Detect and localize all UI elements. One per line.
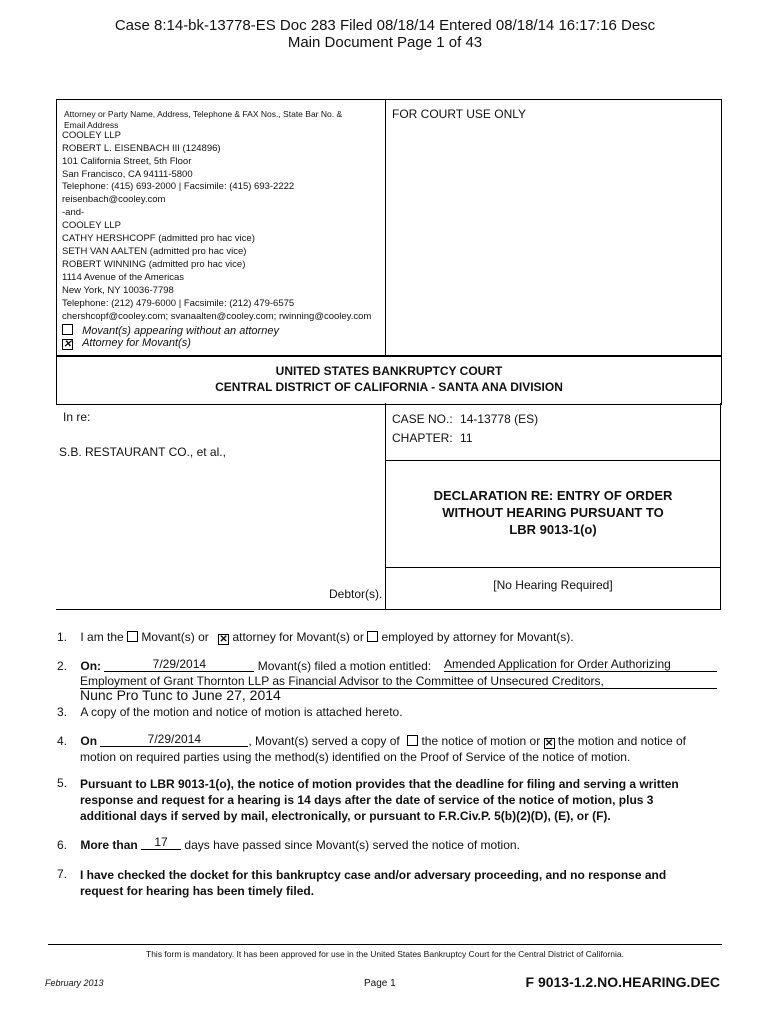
item-1-text: I am the	[80, 630, 124, 644]
motion-title-line3: Nunc Pro Tunc to June 27, 2014	[80, 687, 281, 703]
attorney-label-line1: Attorney or Party Name, Address, Telephone & FAX Nos., State Bar No. &	[64, 109, 343, 119]
item-5-line2: response and request for a hearing is 14 days after the date of service of the notice of motion, plus 3	[80, 793, 654, 807]
debtor-name: S.B. RESTAURANT CO., et al.,	[59, 445, 226, 459]
caption-divider	[385, 99, 386, 356]
notice-of-motion-checkbox[interactable]	[407, 735, 418, 746]
motion-title-line1: Amended Application for Order Authorizing	[444, 657, 717, 672]
item-number: 3.	[57, 705, 68, 719]
attorney-line: COOLEY LLP	[62, 129, 121, 141]
movant-option-label: Movant(s) or	[141, 630, 209, 644]
chapter-label: CHAPTER:	[392, 431, 453, 445]
movant-without-attorney-option[interactable]	[62, 324, 279, 337]
item-4-line2: motion on required parties using the method(s) identified on the Proof of Service of the notice of motion.	[80, 750, 631, 764]
footer-date: February 2013	[45, 978, 104, 988]
item-6	[57, 835, 520, 853]
attorney-line: 101 California Street, 5th Floor	[62, 155, 192, 167]
item-5-number: 5.	[57, 776, 68, 790]
attorney-line: ROBERT WINNING (admitted pro hac vice)	[62, 258, 246, 270]
item-number: 2.	[57, 659, 68, 673]
attorney-line: Telephone: (212) 479-6000 | Facsimile: (212) 479-6575	[62, 297, 295, 309]
court-name: UNITED STATES BANKRUPTCY COURT	[275, 364, 503, 378]
attorney-for-movant-checkbox-item1[interactable]: ✕	[219, 634, 228, 645]
item-2	[57, 659, 431, 674]
attorney-for-movant-option[interactable]	[62, 337, 191, 350]
court-district: CENTRAL DISTRICT OF CALIFORNIA - SANTA ANA DIVISION	[215, 380, 563, 394]
motion-and-notice-checkbox[interactable]: ✕	[544, 738, 554, 749]
item-4	[57, 734, 686, 749]
case-number-label: CASE NO.:	[392, 412, 453, 426]
attorney-line: New York, NY 10036-7798	[62, 284, 174, 296]
attorney-line: SETH VAN AALTEN (admitted pro hac vice)	[62, 245, 247, 257]
movant-without-attorney-checkbox[interactable]	[62, 324, 73, 335]
debtor-label: Debtor(s).	[329, 587, 383, 601]
employed-by-attorney-checkbox[interactable]	[367, 631, 378, 642]
days-count: 17	[141, 835, 181, 850]
item-1	[57, 630, 574, 645]
footer-form-number: F 9013-1.2.NO.HEARING.DEC	[525, 974, 720, 990]
item-3	[57, 705, 403, 719]
item-7-line1: I have checked the docket for this bankruptcy case and/or adversary proceeding, and no response and	[80, 868, 667, 882]
item-number: 6.	[57, 838, 68, 852]
footer-page: Page 1	[364, 978, 396, 989]
attorney-line: San Francisco, CA 94111-5800	[62, 168, 193, 180]
attorney-label-line2: Email Address	[64, 119, 119, 130]
item-3-text: A copy of the motion and notice of motion is attached hereto.	[80, 705, 403, 719]
item-5-line1: Pursuant to LBR 9013-1(o), the notice of motion provides that the deadline for filing and serving a written	[80, 777, 679, 791]
item-7-line2: request for hearing has been timely filed.	[80, 884, 315, 898]
item-7	[80, 867, 666, 899]
item-2-text: Movant(s) filed a motion entitled:	[257, 659, 432, 673]
item-2-on-label: On:	[80, 659, 102, 673]
item-number: 4.	[57, 734, 68, 748]
case-number-row	[392, 412, 538, 426]
item-7-number: 7.	[57, 867, 68, 881]
doc-title-line3: LBR 9013-1(o)	[509, 522, 597, 537]
attorney-line: chershcopf@cooley.com; svanaalten@cooley.com; rwinning@cooley.com	[62, 310, 372, 322]
attorney-for-movant-checkbox[interactable]: ✕	[63, 339, 72, 350]
item-5	[80, 776, 679, 824]
chapter-row	[392, 431, 473, 445]
footer-mandatory-notice: This form is mandatory. It has been approved for use in the United States Bankruptcy Court for the Central District of California.	[146, 949, 624, 959]
attorney-line: -and-	[62, 207, 85, 219]
attorney-line: COOLEY LLP	[62, 220, 121, 232]
case-number: 14-13778 (ES)	[460, 412, 539, 426]
attorney-line: CATHY HERSHCOPF (admitted pro hac vice)	[62, 233, 255, 245]
attorney-block	[62, 108, 382, 323]
notice-option-label: the notice of motion or	[421, 734, 541, 748]
doc-title-line2: WITHOUT HEARING PURSUANT TO	[442, 505, 664, 520]
attorney-for-movant-label: Attorney for Movant(s)	[82, 337, 191, 349]
case-header-line2: Main Document Page 1 of 43	[287, 34, 483, 51]
more-than-label: More than	[80, 838, 138, 852]
attorney-line: reisenbach@cooley.com	[62, 194, 166, 206]
employed-option-label: employed by attorney for Movant(s).	[381, 630, 574, 644]
case-info-divider	[385, 460, 721, 461]
in-re-label: In re:	[63, 410, 91, 424]
attorney-option-label: attorney for Movant(s) or	[232, 630, 364, 644]
chapter-number: 11	[460, 431, 473, 445]
case-header-line1: Case 8:14-bk-13778-ES Doc 283 Filed 08/18/14 Entered 08/18/14 16:17:16 Desc	[114, 17, 656, 34]
court-use-label: FOR COURT USE ONLY	[392, 107, 527, 121]
movant-checkbox[interactable]	[127, 631, 138, 642]
service-date: 7/29/2014	[100, 732, 248, 747]
motion-filed-date: 7/29/2014	[104, 657, 254, 672]
motion-notice-option-label: the motion and notice of	[557, 734, 686, 748]
item-4-text: , Movant(s) served a copy of	[248, 734, 400, 748]
movant-without-attorney-label: Movant(s) appearing without an attorney	[82, 325, 279, 337]
item-4-on-label: On	[80, 734, 98, 748]
doc-title-line1: DECLARATION RE: ENTRY OF ORDER	[433, 488, 673, 503]
attorney-line: Telephone: (415) 693-2000 | Facsimile: (415) 693-2222	[62, 181, 295, 193]
title-divider	[385, 567, 721, 568]
attorney-line: ROBERT L. EISENBACH III (124896)	[62, 142, 221, 154]
motion-title-line2: Employment of Grant Thornton LLP as Financial Advisor to the Committee of Unsecured Creditors,	[80, 674, 717, 689]
item-number: 1.	[57, 630, 68, 644]
footer-rule	[48, 944, 722, 945]
item-5-line3: additional days if served by mail, electronically, or pursuant to F.R.Civ.P. 5(b)(2)(D), (E), or (F).	[80, 809, 611, 823]
no-hearing-note: [No Hearing Required]	[493, 578, 613, 592]
item-6-text: days have passed since Movant(s) served the notice of motion.	[184, 838, 520, 852]
attorney-line: 1114 Avenue of the Americas	[62, 271, 185, 283]
